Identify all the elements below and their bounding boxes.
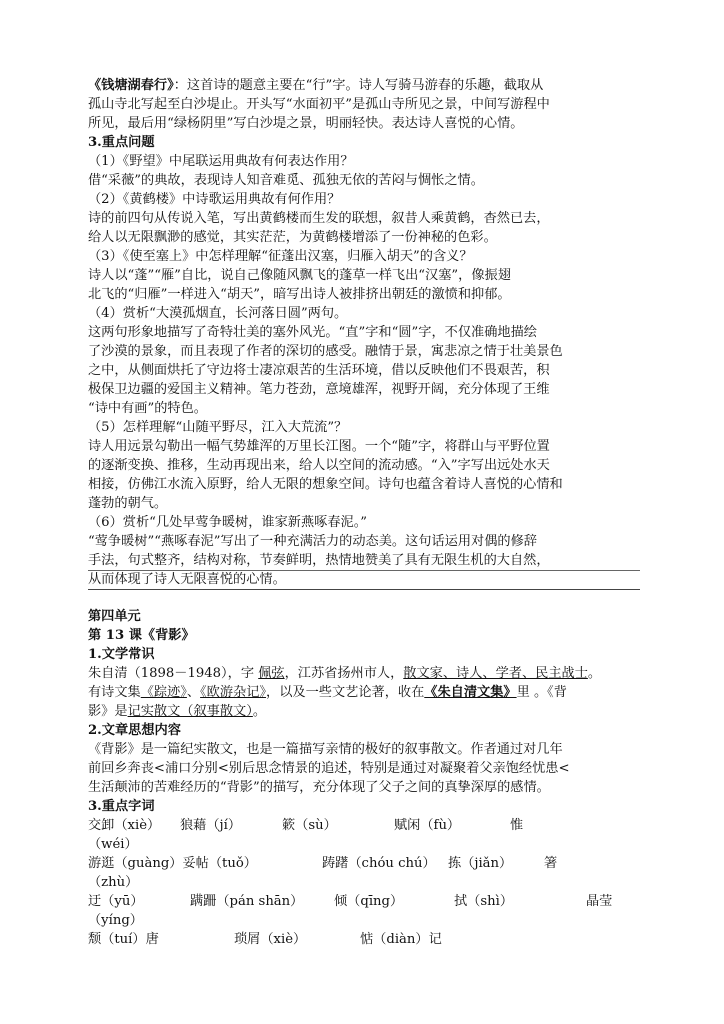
literature-line-1 (88, 665, 648, 683)
vocab-row (88, 893, 648, 911)
vocab-item: 惟 (510, 818, 524, 833)
lit-text: 。 (252, 704, 267, 719)
kq-line: “诗中有画”的特色。 (88, 401, 207, 416)
vocab-item: 迂（yū） (88, 894, 144, 909)
kq-line: 从而体现了诗人无限喜悦的心情。 (88, 572, 286, 587)
kq-line: 之中，从侧面烘托了守边将士凄凉艰苦的生活环境，借以反映他们不畏艰苦，积 (88, 363, 550, 378)
literature-line-3 (88, 703, 648, 721)
content-line: 生活颠沛的苦难经历的“背影”的描写，充分体现了父子之间的真挚深厚的感情。 (88, 780, 550, 795)
vocab-item: 倾（qīng） (334, 894, 404, 909)
kq-line: 蓬勃的朝气。 (88, 496, 168, 511)
vocab-row (88, 931, 648, 949)
vocab-item: 交卸（xiè） (88, 818, 161, 833)
vocab-item: 拣（jiǎn） (448, 856, 513, 871)
kq-line: 北飞的“归雁”一样进入“胡天”，暗写出诗人被排挤出朝廷的激愤和抑郁。 (88, 287, 511, 302)
collection-title: 《朱自清文集》 (424, 685, 517, 700)
lit-text: 。 (587, 666, 602, 681)
vocab-item: 拭（shì） (454, 894, 514, 909)
vocab-item: 晶莹 (586, 894, 613, 909)
kq-line: （6）赏析“几处早莺争暖树，谁家新燕啄春泥。” (88, 515, 368, 530)
author-roles: 散文家、诗人、学者、民主战士 (403, 666, 588, 681)
kq-line: 的逐渐变换、推移，生动再现出来，给人以空间的流动感。“入”字写出远处水天 (88, 458, 550, 473)
kq-line: 诗的前四句从传说入笔，写出黄鹤楼而生发的联想，叙昔人乘黄鹤，杳然已去， (88, 211, 550, 226)
vocab-row (88, 855, 648, 873)
lit-text: 有诗文集 (88, 685, 141, 700)
lit-text: ，以及一些文艺论著，收在 (266, 685, 425, 700)
literature-heading: 1.文学常识 (88, 647, 155, 662)
vocab-row: （zhù） (88, 875, 139, 890)
kq-line: 极保卫边疆的爱国主义精神。笔力苍劲，意境雄浑，视野开阔，充分体现了王维 (88, 382, 550, 397)
lit-text: 影》是 (88, 704, 128, 719)
genre: 记实散文（叙事散文） (127, 704, 253, 719)
kq-line: 手法，句式整齐，结构对称，节奏鲜明，热情地赞美了具有无限生机的大自然， (88, 553, 550, 568)
vocab-row: （wéi） (88, 837, 138, 852)
unit-title: 第四单元 (88, 609, 141, 624)
kq-line: 这两句形象地描写了奇特壮美的塞外风光。“直”字和“圆”字，不仅准确地描绘 (88, 325, 537, 340)
qiantang-line-2: 孤山寺北写起至白沙堤止。开头写“水面初平”是孤山寺所见之景，中间写游程中 (88, 97, 550, 112)
vocab-item: 狼藉（jí） (180, 818, 242, 833)
kq-line: （1）《野望》中尾联运用典故有何表达作用？ (88, 154, 354, 169)
kq-line: （5）怎样理解“山随平野尽，江入大荒流”？ (88, 420, 348, 435)
content-line: 前回乡奔丧<浦口分别<别后思念情景的追述，特别是通过对凝聚着父亲饱经忧患< (88, 761, 570, 776)
kq-line: 给人以无限飘渺的感觉，其实茫茫，为黄鹤楼增添了一份神秘的色彩。 (88, 230, 497, 245)
work-title: 《欧游杂记》 (200, 685, 267, 700)
kq-line: “莺争暖树”“燕啄春泥”写出了一种充满活力的动态美。这句话运用对偶的修辞 (88, 534, 537, 549)
content-line: 《背影》是一篇纪实散文，也是一篇描写亲情的极好的叙事散文。作者通过对几年 (88, 742, 563, 757)
lit-text: 朱自清（1898－1948），字 (88, 666, 259, 681)
vocab-item: 簌（sù） (282, 818, 337, 833)
qiantang-title: 《钱塘湖春行》 (88, 78, 174, 93)
vocab-row: （yíng） (88, 913, 143, 928)
kq-line: （3）《使至塞上》中怎样理解“征蓬出汉塞，归雁入胡天”的含义？ (88, 249, 473, 264)
vocab-item: 琐屑（xiè） (234, 932, 307, 947)
kq-line: （2）《黄鹤楼》中诗歌运用典故有何作用？ (88, 192, 341, 207)
kq-line: 诗人以“蓬”“雁”自比，说自己像随风飘飞的蓬草一样飞出“汉塞”，像振翅 (88, 268, 511, 283)
kq-line: 相接，仿佛江水流入原野，给人无限的想象空间。诗句也蕴含着诗人喜悦的心情和 (88, 477, 563, 492)
kq-line: （4）赏析“大漠孤烟直，长河落日圆”两句。 (88, 306, 348, 321)
qiantang-line-3: 所见，最后用“绿杨阴里”写白沙堤之景，明丽轻快。表达诗人喜悦的心情。 (88, 116, 524, 131)
vocab-item: 踌躇（chóu chú） (322, 856, 436, 871)
courtesy-name: 佩弦 (258, 666, 285, 681)
vocab-item: 颓（tuí）唐 (88, 932, 159, 947)
literature-line-2 (88, 684, 648, 702)
vocab-item: 赋闲（fù） (394, 818, 461, 833)
lit-text: ，江苏省扬州市人， (284, 666, 404, 681)
text-underline-rule (88, 570, 640, 571)
content-heading: 2.文章思想内容 (88, 723, 181, 738)
qiantang-line-1 (88, 77, 648, 95)
vocab-item: 箸 (544, 856, 558, 871)
lesson-title: 第 13 课《背影》 (88, 628, 195, 643)
lit-text: 、 (186, 685, 201, 700)
vocab-item: 蹒跚（pán shān） (190, 894, 304, 909)
vocab-row (88, 817, 648, 835)
kq-line: 了沙漠的景象，而且表现了作者的深切的感受。融情于景，寓悲凉之情于壮美景色 (88, 344, 563, 359)
vocab-item: 游逛（guàng）妥帖（tuǒ） (88, 856, 257, 871)
section-divider (88, 589, 640, 590)
key-questions-heading: 3.重点问题 (88, 135, 155, 150)
work-title: 《踪迹》 (140, 685, 187, 700)
vocab-heading: 3.重点字词 (88, 799, 155, 814)
kq-line: 诗人用远景勾勒出一幅气势雄浑的万里长江图。一个“随”字，将群山与平野位置 (88, 439, 550, 454)
qiantang-text-1: ：这首诗的题意主要在“行”字。诗人写骑马游春的乐趣，截取从 (173, 78, 544, 93)
lit-text: 里 。《背 (516, 685, 567, 700)
kq-line: 借“采薇”的典故，表现诗人知音难觅、孤独无依的苦闷与惆怅之情。 (88, 173, 484, 188)
vocab-item: 惦（diàn）记 (360, 932, 442, 947)
